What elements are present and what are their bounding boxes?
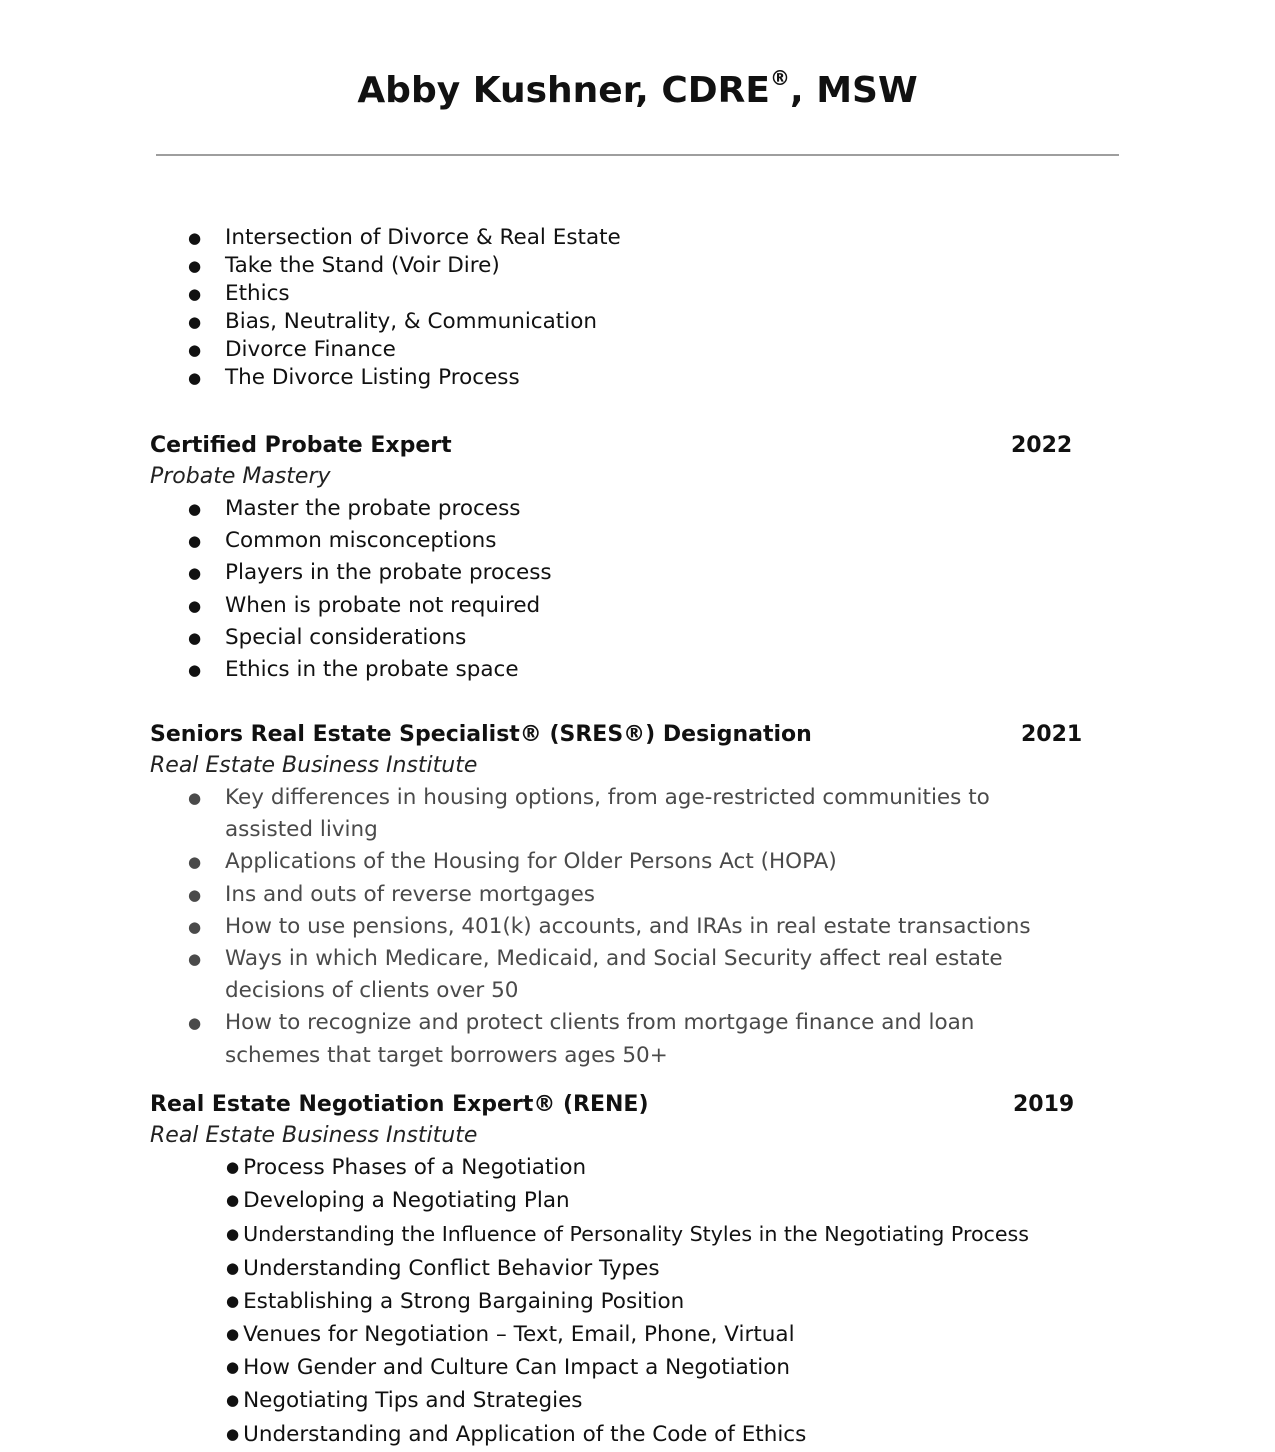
- section-heading: [150, 720, 1125, 750]
- list-item: ● Take the Stand (Voir Dire): [188, 253, 500, 278]
- section-year: 2022: [1011, 433, 1073, 458]
- bullet-icon: ●: [188, 313, 202, 331]
- section-probate: [150, 431, 1125, 686]
- list-item: ● How to recognize and protect clients from mortgage finance and loan schemes that target borrowers ages 50+: [150, 1007, 1070, 1071]
- name-text: Abby Kushner, CDRE: [357, 70, 770, 111]
- bullet-icon: ●: [188, 369, 202, 387]
- name-suffix: , MSW: [790, 70, 918, 111]
- bullet-icon: ●: [188, 564, 202, 583]
- bullet-icon: ●: [188, 596, 202, 615]
- intro-list-block: [150, 224, 1125, 392]
- list-item: ● The Divorce Listing Process: [188, 365, 520, 390]
- bullet-icon: ●: [226, 1291, 240, 1310]
- list-item: ● How Gender and Culture Can Impact a Negotiation: [226, 1355, 790, 1381]
- section-heading: [150, 431, 1125, 461]
- section-list: [150, 493, 1125, 686]
- list-item: ● Understanding Conflict Behavior Types: [226, 1255, 660, 1281]
- bullet-icon: ●: [188, 917, 202, 936]
- list-item: ● Negotiating Tips and Strategies: [226, 1388, 583, 1414]
- section-year: 2021: [1021, 722, 1083, 747]
- intro-list: [150, 224, 1125, 392]
- section-year: 2019: [1013, 1092, 1075, 1117]
- bullet-icon: ●: [188, 661, 202, 680]
- section-subtitle: Probate Mastery: [150, 464, 331, 489]
- section-sres: [150, 720, 1125, 1072]
- page-title: [0, 66, 1275, 111]
- list-item: ● When is probate not required: [150, 590, 1125, 622]
- list-item: ● How to use pensions, 401(k) accounts, and IRAs in real estate transactions: [150, 911, 1070, 943]
- header-divider: [156, 154, 1119, 156]
- section-heading: [150, 1090, 1125, 1120]
- bullet-icon: ●: [188, 789, 202, 807]
- bullet-icon: ●: [188, 532, 202, 551]
- bullet-icon: ●: [188, 950, 202, 969]
- bullet-icon: ●: [226, 1325, 240, 1344]
- list-item: ● Applications of the Housing for Older Persons Act (HOPA): [150, 846, 1070, 878]
- section-list: [150, 1152, 1125, 1452]
- list-item: ● Ways in which Medicare, Medicaid, and Social Security affect real estate decisions of clients over 50: [150, 943, 1070, 1007]
- list-item: ● Divorce Finance: [188, 337, 396, 362]
- list-item: ● Players in the probate process: [150, 557, 1125, 589]
- list-item: ● Bias, Neutrality, & Communication: [188, 309, 597, 334]
- bullet-icon: ●: [226, 1225, 240, 1244]
- list-item: ● Process Phases of a Negotiation: [226, 1155, 587, 1180]
- bullet-icon: ●: [188, 341, 202, 359]
- list-item: ● Establishing a Strong Bargaining Position: [226, 1288, 685, 1314]
- bullet-icon: ●: [188, 229, 202, 247]
- bullet-icon: ●: [226, 1424, 240, 1443]
- registered-mark: ®: [770, 66, 790, 90]
- section-subtitle: Real Estate Business Institute: [150, 1123, 478, 1148]
- bullet-icon: ●: [226, 1258, 240, 1277]
- bullet-icon: ●: [188, 1014, 202, 1033]
- list-item: ● Common misconceptions: [150, 525, 1125, 557]
- list-item: ● Ethics in the probate space: [150, 654, 1125, 686]
- section-title: Real Estate Negotiation Expert® (RENE): [150, 1092, 649, 1117]
- section-title: Seniors Real Estate Specialist® (SRES®) Designation: [150, 722, 812, 747]
- list-item: ● Understanding the Influence of Personality Styles in the Negotiating Process: [226, 1222, 1030, 1247]
- bullet-icon: ●: [188, 628, 202, 647]
- list-item: ● Ins and outs of reverse mortgages: [150, 879, 1070, 911]
- list-item: ● Venues for Negotiation – Text, Email, Phone, Virtual: [226, 1322, 795, 1348]
- section-subtitle: Real Estate Business Institute: [150, 753, 478, 778]
- bullet-icon: ●: [188, 500, 202, 518]
- section-rene: [150, 1090, 1125, 1452]
- bullet-icon: ●: [226, 1391, 240, 1410]
- section-list: [150, 782, 1070, 1072]
- list-item: ● Developing a Negotiating Plan: [226, 1188, 570, 1214]
- list-item: ● Ethics: [188, 281, 290, 306]
- bullet-icon: ●: [188, 885, 202, 904]
- section-title: Certified Probate Expert: [150, 433, 452, 458]
- list-item: ● Intersection of Divorce & Real Estate: [188, 225, 621, 250]
- bullet-icon: ●: [226, 1358, 240, 1377]
- list-item: ● Understanding and Application of the Code of Ethics: [226, 1421, 807, 1447]
- bullet-icon: ●: [226, 1158, 240, 1176]
- bullet-icon: ●: [226, 1191, 240, 1210]
- list-item: ● Master the probate process: [150, 493, 1125, 525]
- list-item: ● Key differences in housing options, from age-restricted communities to assisted living: [150, 782, 1070, 846]
- bullet-icon: ●: [188, 257, 202, 275]
- bullet-icon: ●: [188, 285, 202, 303]
- bullet-icon: ●: [188, 853, 202, 872]
- list-item: ● Special considerations: [150, 622, 1125, 654]
